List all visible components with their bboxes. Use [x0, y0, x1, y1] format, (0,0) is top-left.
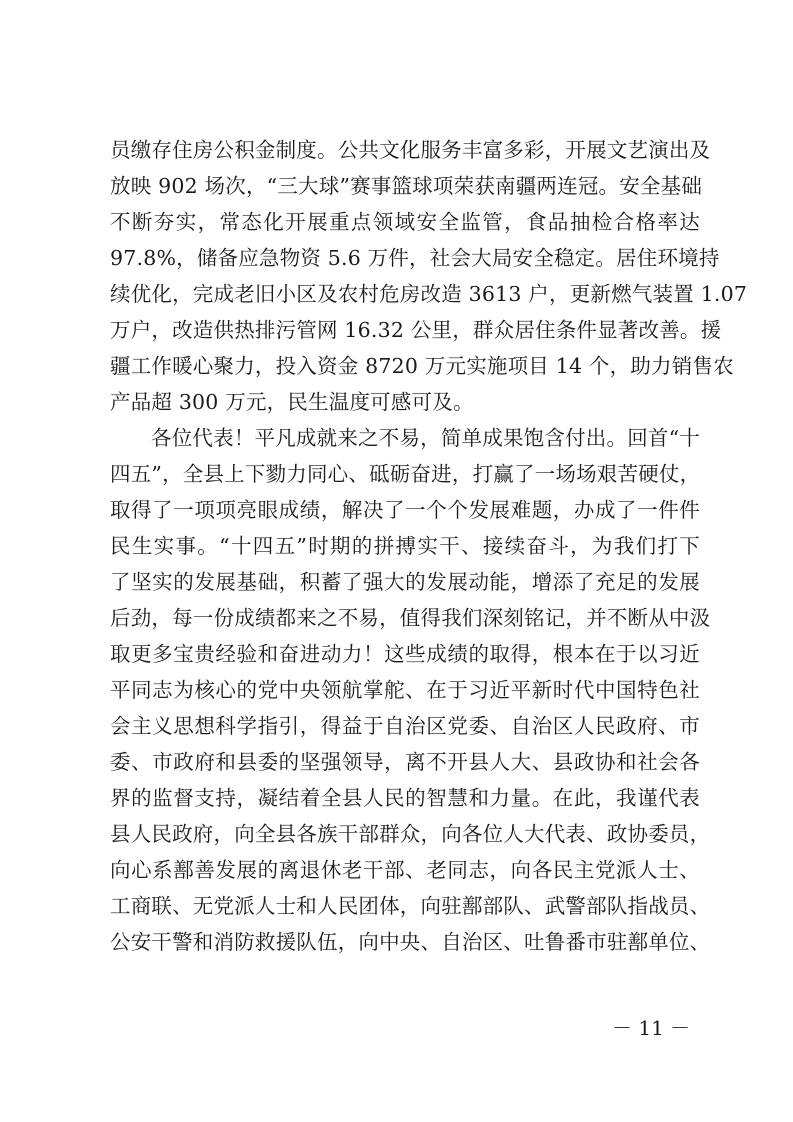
paragraph-first-line: 各位代表！平凡成就来之不易，简单成果饱含付出。回首“十: [151, 426, 700, 450]
text-line: 平同志为核心的党中央领航掌舵、在于习近平新时代中国特色社: [110, 678, 700, 702]
body-text: [110, 132, 748, 960]
text-line: 疆工作暖心聚力，投入资金 8720 万元实施项目 14 个，助力销售农: [110, 354, 734, 378]
text-line: 取得了一项项亮眼成绩，解决了一个个发展难题，办成了一件件: [110, 498, 700, 522]
text-line: 产品超 300 万元，民生温度可感可及。: [110, 390, 474, 414]
text-line: 县人民政府，向全县各族干部群众，向各位人大代表、政协委员，: [110, 822, 711, 846]
text-line: 97.8%，储备应急物资 5.6 万件，社会大局安全稳定。居住环境持: [110, 246, 720, 270]
text-line: 取更多宝贵经验和奋进动力！这些成绩的取得，根本在于以习近: [110, 642, 700, 666]
text-line: 民生实事。“十四五”时期的拼搏实干、接续奋斗，为我们打下: [110, 534, 700, 558]
text-line: 续优化，完成老旧小区及农村危房改造 3613 户，更新燃气装置 1.07: [110, 282, 748, 306]
text-line: 后劲，每一份成绩都来之不易，值得我们深刻铭记，并不断从中汲: [110, 606, 711, 630]
text-line: 四五”，全县上下勠力同心、砥砺奋进，打赢了一场场艰苦硬仗，: [110, 462, 701, 486]
text-line: 委、市政府和县委的坚强领导，离不开县人大、县政协和社会各: [110, 750, 700, 774]
text-line: 了坚实的发展基础，积蓄了强大的发展动能，增添了充足的发展: [110, 570, 700, 594]
text-line: 向心系鄯善发展的离退休老干部、老同志，向各民主党派人士、: [110, 858, 700, 882]
text-line: 员缴存住房公积金制度。公共文化服务丰富多彩，开展文艺演出及: [110, 138, 711, 162]
text-line: 公安干警和消防救援队伍，向中央、自治区、吐鲁番市驻鄯单位、: [110, 930, 711, 954]
text-line: 不断夯实，常态化开展重点领域安全监管，食品抽检合格率达: [110, 210, 700, 234]
text-line: 放映 902 场次，“三大球”赛事篮球项荣获南疆两连冠。安全基础: [110, 174, 703, 198]
text-line: 会主义思想科学指引，得益于自治区党委、自治区人民政府、市: [110, 714, 700, 738]
text-line: 界的监督支持，凝结着全县人民的智慧和力量。在此，我谨代表: [110, 786, 700, 810]
page-number: － 11 －: [612, 1016, 691, 1040]
text-line: 工商联、无党派人士和人民团体，向驻鄯部队、武警部队指战员、: [110, 894, 711, 918]
text-line: 万户，改造供热排污管网 16.32 公里，群众居住条件显著改善。援: [110, 318, 722, 342]
